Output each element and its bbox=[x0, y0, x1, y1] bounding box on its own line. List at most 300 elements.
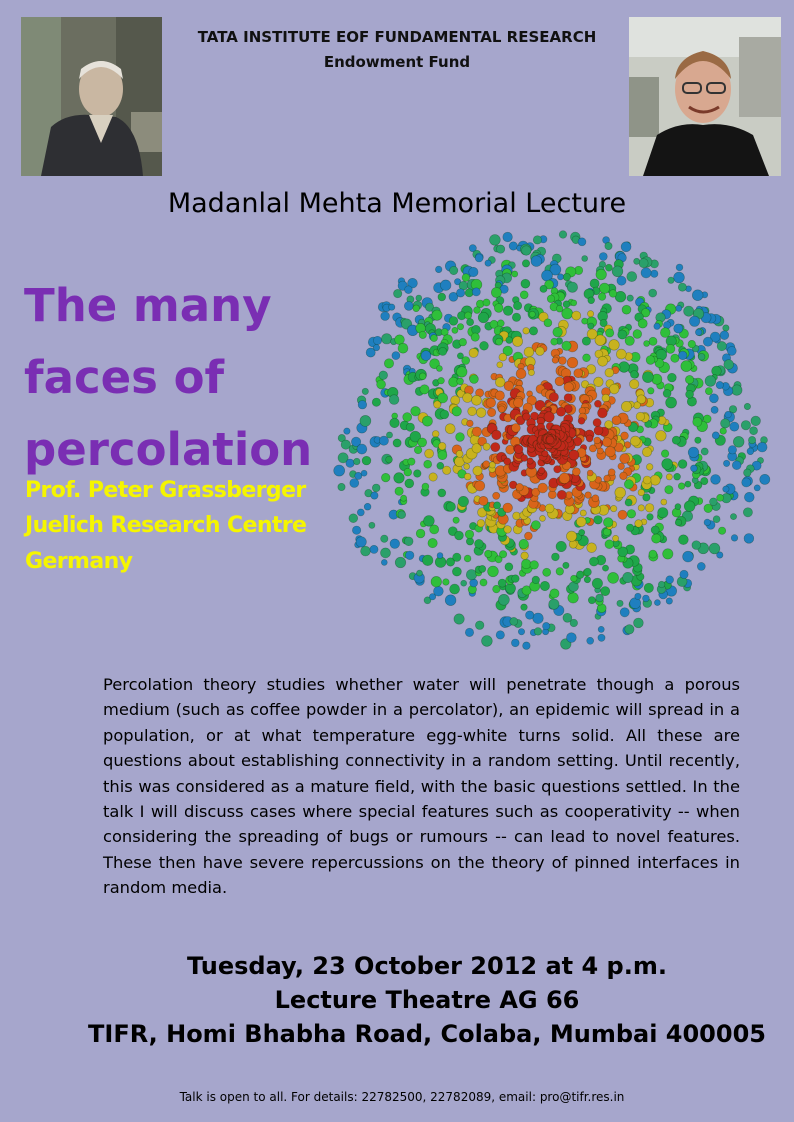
cluster-sphere bbox=[416, 295, 422, 301]
cluster-sphere bbox=[583, 354, 591, 362]
cluster-sphere bbox=[630, 436, 640, 446]
cluster-sphere bbox=[480, 579, 487, 586]
cluster-sphere bbox=[516, 369, 526, 379]
cluster-sphere bbox=[720, 428, 727, 435]
cluster-sphere bbox=[695, 329, 702, 336]
cluster-sphere bbox=[464, 473, 471, 480]
cluster-sphere bbox=[486, 398, 496, 408]
cluster-sphere bbox=[617, 276, 626, 285]
speaker-portrait-photo bbox=[629, 17, 781, 176]
cluster-sphere bbox=[398, 511, 406, 519]
cluster-sphere bbox=[594, 377, 604, 387]
cluster-sphere bbox=[564, 394, 572, 402]
cluster-sphere bbox=[634, 258, 640, 264]
cluster-sphere bbox=[725, 411, 732, 418]
cluster-sphere bbox=[523, 328, 530, 335]
cluster-sphere bbox=[459, 338, 467, 346]
cluster-sphere bbox=[580, 510, 586, 516]
cluster-sphere bbox=[401, 495, 407, 501]
cluster-sphere bbox=[458, 496, 468, 506]
cluster-sphere bbox=[531, 521, 540, 530]
cluster-sphere bbox=[550, 589, 559, 598]
cluster-sphere bbox=[605, 447, 615, 457]
cluster-sphere bbox=[439, 347, 447, 355]
cluster-sphere bbox=[549, 393, 558, 402]
cluster-sphere bbox=[513, 336, 523, 346]
cluster-sphere bbox=[662, 459, 673, 470]
cluster-sphere bbox=[357, 444, 367, 454]
cluster-sphere bbox=[598, 408, 608, 418]
cluster-sphere bbox=[751, 416, 761, 426]
cluster-sphere bbox=[457, 367, 468, 378]
cluster-sphere bbox=[364, 503, 371, 510]
cluster-sphere bbox=[428, 538, 437, 547]
cluster-sphere bbox=[526, 611, 534, 619]
cluster-sphere bbox=[582, 256, 588, 262]
cluster-sphere bbox=[602, 438, 611, 447]
cluster-sphere bbox=[674, 272, 685, 283]
cluster-sphere bbox=[571, 300, 577, 306]
cluster-sphere bbox=[381, 559, 387, 565]
cluster-sphere bbox=[470, 375, 479, 384]
cluster-sphere bbox=[479, 496, 488, 505]
cluster-sphere bbox=[514, 445, 523, 454]
cluster-sphere bbox=[643, 595, 650, 602]
cluster-sphere bbox=[476, 408, 486, 418]
cluster-sphere bbox=[642, 372, 653, 383]
cluster-sphere bbox=[512, 575, 520, 583]
cluster-sphere bbox=[599, 253, 607, 261]
cluster-sphere bbox=[665, 486, 673, 494]
cluster-sphere bbox=[521, 552, 529, 560]
cluster-sphere bbox=[649, 289, 657, 297]
cluster-sphere bbox=[475, 254, 483, 262]
cluster-sphere bbox=[675, 519, 682, 526]
cluster-sphere bbox=[413, 305, 420, 312]
cluster-sphere bbox=[465, 530, 474, 539]
speaker-country: Germany bbox=[25, 549, 133, 574]
cluster-sphere bbox=[567, 633, 577, 643]
cluster-sphere bbox=[521, 559, 531, 569]
cluster-sphere bbox=[404, 537, 413, 546]
cluster-sphere bbox=[462, 357, 470, 365]
cluster-sphere bbox=[620, 454, 630, 464]
cluster-sphere bbox=[618, 330, 627, 339]
cluster-sphere bbox=[350, 479, 359, 488]
cluster-sphere bbox=[552, 357, 558, 363]
cluster-sphere bbox=[567, 357, 578, 368]
cluster-sphere bbox=[660, 328, 670, 338]
cluster-sphere bbox=[704, 504, 713, 513]
event-datetime: Tuesday, 23 October 2012 at 4 p.m. bbox=[187, 952, 667, 980]
cluster-sphere bbox=[422, 555, 433, 566]
cluster-sphere bbox=[392, 352, 400, 360]
cluster-sphere bbox=[528, 370, 534, 376]
cluster-sphere bbox=[422, 483, 429, 490]
cluster-sphere bbox=[692, 541, 701, 550]
cluster-sphere bbox=[530, 561, 539, 570]
cluster-sphere bbox=[449, 317, 458, 326]
cluster-sphere bbox=[692, 290, 703, 301]
cluster-sphere bbox=[381, 535, 388, 542]
cluster-sphere bbox=[386, 456, 393, 463]
cluster-sphere bbox=[406, 423, 414, 431]
cluster-sphere bbox=[499, 353, 507, 361]
cluster-sphere bbox=[579, 529, 585, 535]
cluster-sphere bbox=[602, 394, 610, 402]
cluster-sphere bbox=[531, 256, 542, 267]
cluster-sphere bbox=[635, 520, 643, 528]
cluster-sphere bbox=[668, 277, 674, 283]
cluster-sphere bbox=[453, 553, 461, 561]
cluster-sphere bbox=[658, 581, 665, 588]
cluster-sphere bbox=[469, 267, 478, 276]
cluster-sphere bbox=[514, 398, 524, 408]
cluster-sphere bbox=[678, 483, 685, 490]
cluster-sphere bbox=[438, 442, 446, 450]
cluster-sphere bbox=[584, 576, 590, 582]
cluster-sphere bbox=[431, 335, 438, 342]
cluster-sphere bbox=[741, 421, 750, 430]
cluster-sphere bbox=[421, 351, 431, 361]
cluster-sphere bbox=[512, 313, 520, 321]
cluster-sphere bbox=[638, 505, 644, 511]
cluster-sphere bbox=[545, 504, 554, 513]
cluster-sphere bbox=[384, 359, 393, 368]
cluster-sphere bbox=[472, 288, 480, 296]
cluster-sphere bbox=[465, 628, 473, 636]
cluster-sphere bbox=[452, 407, 462, 417]
cluster-sphere bbox=[564, 382, 574, 392]
cluster-sphere bbox=[443, 466, 451, 474]
cluster-sphere bbox=[477, 520, 485, 528]
cluster-sphere bbox=[747, 448, 754, 455]
cluster-sphere bbox=[605, 242, 612, 249]
cluster-sphere bbox=[586, 435, 593, 442]
cluster-sphere bbox=[532, 576, 540, 584]
cluster-sphere bbox=[674, 324, 683, 333]
cluster-sphere bbox=[671, 354, 679, 362]
cluster-sphere bbox=[638, 319, 647, 328]
cluster-sphere bbox=[605, 264, 612, 271]
cluster-sphere bbox=[613, 535, 619, 541]
cluster-sphere bbox=[429, 473, 437, 481]
cluster-sphere bbox=[718, 527, 725, 534]
cluster-sphere bbox=[503, 503, 513, 513]
cluster-sphere bbox=[680, 570, 688, 578]
cluster-sphere bbox=[563, 273, 570, 280]
cluster-sphere bbox=[379, 436, 388, 445]
cluster-sphere bbox=[587, 637, 594, 644]
cluster-sphere bbox=[556, 541, 566, 551]
cluster-sphere bbox=[596, 594, 604, 602]
cluster-sphere bbox=[438, 489, 446, 497]
cluster-sphere bbox=[422, 416, 432, 426]
cluster-sphere bbox=[723, 486, 729, 492]
speaker-name: Prof. Peter Grassberger bbox=[25, 478, 306, 503]
cluster-sphere bbox=[493, 585, 501, 593]
cluster-sphere bbox=[604, 475, 611, 482]
cluster-sphere bbox=[546, 436, 554, 444]
cluster-sphere bbox=[487, 408, 495, 416]
cluster-sphere bbox=[555, 377, 564, 386]
cluster-sphere bbox=[618, 463, 625, 470]
cluster-sphere bbox=[643, 476, 651, 484]
cluster-sphere bbox=[338, 483, 345, 490]
cluster-sphere bbox=[495, 377, 505, 387]
cluster-sphere bbox=[497, 362, 503, 368]
cluster-sphere bbox=[438, 393, 448, 403]
cluster-sphere bbox=[678, 460, 687, 469]
cluster-sphere bbox=[582, 318, 588, 324]
cluster-sphere bbox=[395, 557, 406, 568]
cluster-sphere bbox=[520, 291, 528, 299]
cluster-sphere bbox=[506, 337, 513, 344]
cluster-sphere bbox=[606, 329, 614, 337]
cluster-sphere bbox=[543, 622, 550, 629]
cluster-sphere bbox=[513, 302, 521, 310]
cluster-sphere bbox=[678, 283, 686, 291]
cluster-sphere bbox=[553, 327, 563, 337]
cluster-sphere bbox=[443, 579, 450, 586]
cluster-sphere bbox=[608, 469, 615, 476]
cluster-sphere bbox=[649, 550, 657, 558]
cluster-sphere bbox=[554, 466, 561, 473]
cluster-sphere bbox=[540, 581, 549, 590]
cluster-sphere bbox=[709, 394, 718, 403]
cluster-sphere bbox=[405, 286, 413, 294]
cluster-sphere bbox=[369, 522, 375, 528]
cluster-sphere bbox=[608, 572, 619, 583]
cluster-sphere bbox=[627, 510, 636, 519]
cluster-sphere bbox=[483, 443, 490, 450]
cluster-sphere bbox=[464, 464, 470, 470]
cluster-sphere bbox=[711, 475, 721, 485]
cluster-sphere bbox=[588, 597, 595, 604]
cluster-sphere bbox=[684, 501, 695, 512]
cluster-sphere bbox=[440, 410, 449, 419]
cluster-sphere bbox=[636, 412, 645, 421]
cluster-sphere bbox=[456, 289, 464, 297]
cluster-sphere bbox=[709, 543, 720, 554]
cluster-sphere bbox=[668, 373, 677, 382]
cluster-sphere bbox=[620, 608, 629, 617]
cluster-sphere bbox=[419, 373, 426, 380]
cluster-sphere bbox=[656, 431, 667, 442]
speaker-portrait-image bbox=[629, 17, 781, 176]
talk-abstract: Percolation theory studies whether water will penetrate though a porous medium (such as coffee powder in a percolator), an epidemic will spread in a population, or at what temperature egg-white turns solid. All these are questions about establishing connectivity in a random setting. Until recently, this was considered as a mature field, with the basic questions settled. In the talk I will discuss cases where special features such as cooperativity -- when considering the spreading of bugs or rumours -- can lead to novel features. These then have severe repercussions on the theory of pinned interfaces in random media. bbox=[103, 675, 740, 898]
cluster-sphere bbox=[557, 274, 563, 280]
cluster-sphere bbox=[630, 371, 638, 379]
cluster-sphere bbox=[463, 393, 473, 403]
institute-name: TATA INSTITUTE EOF FUNDAMENTAL RESEARCH bbox=[197, 28, 597, 46]
cluster-sphere bbox=[562, 341, 571, 350]
memorial-portrait-photo bbox=[21, 17, 162, 176]
cluster-sphere bbox=[538, 483, 548, 493]
cluster-sphere bbox=[697, 562, 705, 570]
cluster-sphere bbox=[624, 480, 633, 489]
cluster-sphere bbox=[588, 297, 595, 304]
cluster-sphere bbox=[609, 384, 619, 394]
cluster-sphere bbox=[592, 578, 602, 588]
cluster-sphere bbox=[676, 264, 683, 271]
cluster-sphere bbox=[646, 464, 653, 471]
cluster-sphere bbox=[593, 419, 601, 427]
cluster-sphere bbox=[462, 274, 470, 282]
cluster-sphere bbox=[529, 311, 535, 317]
cluster-sphere bbox=[647, 514, 654, 521]
cluster-sphere bbox=[744, 469, 752, 477]
cluster-sphere bbox=[578, 418, 585, 425]
cluster-sphere bbox=[676, 305, 682, 311]
cluster-sphere bbox=[496, 245, 504, 253]
cluster-sphere bbox=[516, 483, 524, 491]
talk-title bbox=[24, 270, 334, 486]
cluster-sphere bbox=[505, 583, 515, 593]
cluster-sphere bbox=[479, 565, 486, 572]
cluster-sphere bbox=[356, 537, 366, 547]
cluster-sphere bbox=[654, 600, 660, 606]
cluster-sphere bbox=[679, 535, 689, 545]
cluster-sphere bbox=[717, 494, 724, 501]
cluster-sphere bbox=[617, 600, 623, 606]
cluster-sphere bbox=[689, 316, 699, 326]
cluster-sphere bbox=[666, 598, 672, 604]
cluster-sphere bbox=[661, 499, 667, 505]
cluster-sphere bbox=[436, 366, 442, 372]
cluster-sphere bbox=[589, 557, 598, 566]
cluster-sphere bbox=[742, 478, 751, 487]
cluster-sphere bbox=[639, 259, 648, 268]
cluster-sphere bbox=[559, 231, 567, 239]
cluster-sphere bbox=[475, 481, 485, 491]
cluster-sphere bbox=[666, 576, 674, 584]
cluster-sphere bbox=[445, 424, 455, 434]
cluster-sphere bbox=[492, 430, 502, 440]
cluster-sphere bbox=[622, 305, 631, 314]
cluster-sphere bbox=[644, 341, 650, 347]
cluster-sphere bbox=[408, 458, 415, 465]
cluster-sphere bbox=[658, 508, 668, 518]
cluster-sphere bbox=[666, 397, 677, 408]
cluster-sphere bbox=[563, 562, 569, 568]
cluster-sphere bbox=[666, 344, 675, 353]
cluster-sphere bbox=[483, 461, 490, 468]
cluster-sphere bbox=[373, 336, 381, 344]
cluster-sphere bbox=[705, 376, 716, 387]
cluster-sphere bbox=[438, 377, 445, 384]
cluster-sphere bbox=[464, 555, 471, 562]
cluster-sphere bbox=[543, 568, 551, 576]
cluster-sphere bbox=[394, 289, 402, 297]
cluster-sphere bbox=[446, 502, 455, 511]
cluster-sphere bbox=[681, 361, 692, 372]
cluster-sphere bbox=[587, 470, 593, 476]
cluster-sphere bbox=[518, 629, 524, 635]
cluster-sphere bbox=[471, 333, 479, 341]
cluster-sphere bbox=[457, 378, 464, 385]
cluster-sphere bbox=[576, 517, 586, 527]
cluster-sphere bbox=[630, 379, 639, 388]
cluster-sphere bbox=[661, 450, 669, 458]
cluster-sphere bbox=[685, 375, 693, 383]
cluster-sphere bbox=[474, 307, 481, 314]
cluster-sphere bbox=[731, 535, 738, 542]
cluster-sphere bbox=[509, 242, 517, 250]
cluster-sphere bbox=[730, 514, 736, 520]
cluster-sphere bbox=[760, 474, 770, 484]
cluster-sphere bbox=[416, 529, 425, 538]
cluster-sphere bbox=[414, 470, 422, 478]
cluster-sphere bbox=[672, 436, 680, 444]
cluster-sphere bbox=[372, 484, 380, 492]
cluster-sphere bbox=[377, 380, 386, 389]
cluster-sphere bbox=[625, 499, 632, 506]
cluster-sphere bbox=[334, 465, 345, 476]
cluster-sphere bbox=[626, 524, 633, 531]
memorial-portrait-image bbox=[21, 17, 162, 176]
cluster-sphere bbox=[674, 473, 681, 480]
cluster-sphere bbox=[398, 343, 408, 353]
cluster-sphere bbox=[598, 626, 604, 632]
cluster-sphere bbox=[381, 548, 391, 558]
cluster-sphere bbox=[395, 487, 403, 495]
cluster-sphere bbox=[688, 340, 696, 348]
cluster-sphere bbox=[602, 565, 608, 571]
cluster-sphere bbox=[437, 553, 443, 559]
cluster-sphere bbox=[483, 299, 490, 306]
cluster-sphere bbox=[452, 327, 458, 333]
cluster-sphere bbox=[349, 514, 358, 523]
cluster-sphere bbox=[432, 431, 439, 438]
cluster-sphere bbox=[547, 295, 555, 303]
cluster-sphere bbox=[390, 418, 400, 428]
cluster-sphere bbox=[405, 479, 414, 488]
cluster-sphere bbox=[574, 369, 583, 378]
cluster-sphere bbox=[485, 550, 492, 557]
cluster-sphere bbox=[588, 323, 594, 329]
cluster-sphere bbox=[490, 235, 501, 246]
event-venue: Lecture Theatre AG 66 bbox=[274, 986, 580, 1014]
cluster-sphere bbox=[649, 337, 657, 345]
cluster-sphere bbox=[578, 238, 586, 246]
cluster-sphere bbox=[358, 400, 367, 409]
cluster-sphere bbox=[371, 492, 378, 499]
cluster-sphere bbox=[533, 613, 544, 624]
cluster-sphere bbox=[525, 532, 533, 540]
cluster-sphere bbox=[743, 508, 752, 517]
cluster-sphere bbox=[511, 639, 519, 647]
cluster-sphere bbox=[488, 566, 499, 577]
cluster-sphere bbox=[405, 551, 414, 560]
cluster-sphere bbox=[651, 526, 659, 534]
cluster-sphere bbox=[551, 338, 558, 345]
cluster-sphere bbox=[720, 331, 729, 340]
cluster-sphere bbox=[675, 504, 681, 510]
cluster-sphere bbox=[645, 504, 654, 513]
cluster-sphere bbox=[498, 406, 505, 413]
cluster-sphere bbox=[468, 407, 477, 416]
cluster-sphere bbox=[716, 381, 723, 388]
percolation-cluster-illustration bbox=[330, 205, 794, 665]
cluster-sphere bbox=[472, 427, 481, 436]
cluster-sphere bbox=[390, 539, 400, 549]
cluster-sphere bbox=[440, 280, 451, 291]
cluster-sphere bbox=[642, 447, 651, 456]
cluster-sphere bbox=[598, 634, 605, 641]
cluster-sphere bbox=[635, 593, 641, 599]
cluster-sphere bbox=[389, 304, 395, 310]
